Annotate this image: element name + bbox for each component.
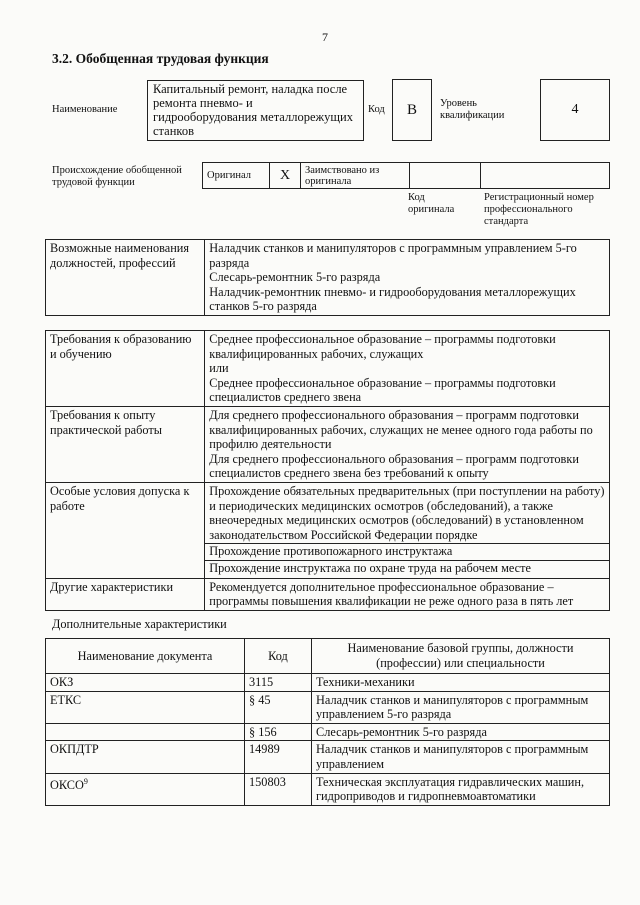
original-label: Оригинал [203, 163, 270, 189]
position-item: Наладчик-ремонтник пневмо- и гидрооборудования металлорежущих станков 5-го разряда [209, 284, 576, 314]
requirement-content [205, 482, 610, 578]
requirement-text: Среднее профессиональное образование – программы подготовки квалифицированных рабочих, служащих или Среднее профессиональное образование – программы подготовки специалистов среднего звена [209, 332, 556, 405]
requirement-text: Прохождение обязательных предварительных (при поступлении на работу) и периодических медицинских осмотров (обследований), а также внеочередных медицинских осмотров (обследований) в установленном законодательством Российской Федерации порядке [205, 484, 609, 544]
reg-number-cell [481, 163, 610, 189]
dop-name: Наладчик станков и манипуляторов с программным управлением [312, 741, 610, 773]
requirement-label: Требования к образованию и обучению [46, 331, 205, 407]
requirement-content [205, 406, 610, 482]
positions-label: Возможные наименования должностей, профессий [46, 240, 205, 316]
dop-doc: ОКПДТР [46, 741, 245, 773]
dop-code: § 156 [245, 723, 312, 741]
dop-code: 3115 [245, 674, 312, 692]
dop-name: Слесарь-ремонтник 5-го разряда [312, 723, 610, 741]
table-row [46, 741, 610, 773]
table-row [46, 723, 610, 741]
naimenovanie-label: Наименование [52, 104, 118, 115]
naimenovanie-value: Капитальный ремонт, наладка после ремонта пневмо- и гидрооборудования металлорежущих станков [147, 80, 364, 141]
requirement-label: Особые условия допуска к работе [46, 482, 205, 578]
requirement-label: Другие характеристики [46, 578, 205, 610]
dop-doc: ОКЗ [46, 674, 245, 692]
requirements-table [45, 330, 610, 611]
dop-header-code: Код [245, 639, 312, 674]
uroven-value: 4 [540, 79, 610, 141]
reg-number-label: Регистрационный номер профессионального стандарта [484, 192, 594, 227]
position-item: Наладчик станков и манипуляторов с программным управлением 5-го разряда [209, 241, 577, 270]
dop-table [45, 638, 610, 806]
dop-doc: ОКСО [50, 777, 84, 792]
kod-value: B [392, 79, 432, 141]
dop-header-doc: Наименование документа [46, 639, 245, 674]
dop-doc [46, 723, 245, 741]
dop-code: 150803 [245, 773, 312, 805]
kod-originala-label: Код оригинала [408, 192, 455, 215]
page-number: 7 [322, 30, 328, 44]
section-heading: 3.2. Обобщенная трудовая функция [52, 51, 269, 66]
requirement-row [46, 482, 610, 578]
dop-code: 14989 [245, 741, 312, 773]
dop-doc-cell [46, 773, 245, 805]
footnote-mark: 9 [83, 776, 88, 786]
requirement-row [46, 578, 610, 610]
dop-code: § 45 [245, 691, 312, 723]
kod-originala-cell [410, 163, 481, 189]
dop-header-row [46, 639, 610, 674]
dop-name: Техническая эксплуатация гидравлических машин, гидроприводов и гидропневмоавтоматики [312, 773, 610, 805]
dop-header-name: Наименование базовой группы, должности (профессии) или специальности [312, 639, 610, 674]
dop-name: Наладчик станков и манипуляторов с программным управлением 5-го разряда [312, 691, 610, 723]
borrowed-label: Заимствовано из оригинала [301, 163, 410, 189]
requirement-text: Для среднего профессионального образования – программ подготовки квалифицированных рабочих, служащих не менее одного года работы по профилю деятельности Для среднего профессионального образования – программ подготовки специалистов среднего звена без требований к опыту [209, 407, 593, 481]
table-row [46, 691, 610, 723]
original-mark: X [270, 163, 301, 189]
origin-label: Происхождение обобщенной трудовой функции [52, 165, 182, 188]
table-row [46, 773, 610, 805]
requirement-row [46, 406, 610, 482]
dop-doc: ЕТКС [46, 691, 245, 723]
requirement-content [205, 578, 610, 610]
uroven-label: Уровень квалификации [440, 98, 505, 121]
requirement-text: Прохождение инструктажа по охране труда на рабочем месте [209, 560, 531, 575]
dop-title: Дополнительные характеристики [52, 617, 227, 631]
table-row [46, 674, 610, 692]
requirement-content [205, 331, 610, 407]
dop-name: Техники-механики [312, 674, 610, 692]
positions-list [205, 240, 610, 316]
requirement-text: Рекомендуется дополнительное профессиональное образование – программы повышения квалификации не реже одного раза в пять лет [209, 579, 574, 609]
requirement-text: Прохождение противопожарного инструктажа [205, 544, 609, 561]
kod-label: Код [368, 104, 385, 115]
requirement-row [46, 331, 610, 407]
position-item: Слесарь-ремонтник 5-го разряда [209, 270, 381, 285]
positions-table [45, 239, 610, 316]
requirement-label: Требования к опыту практической работы [46, 406, 205, 482]
origin-table [202, 162, 610, 189]
